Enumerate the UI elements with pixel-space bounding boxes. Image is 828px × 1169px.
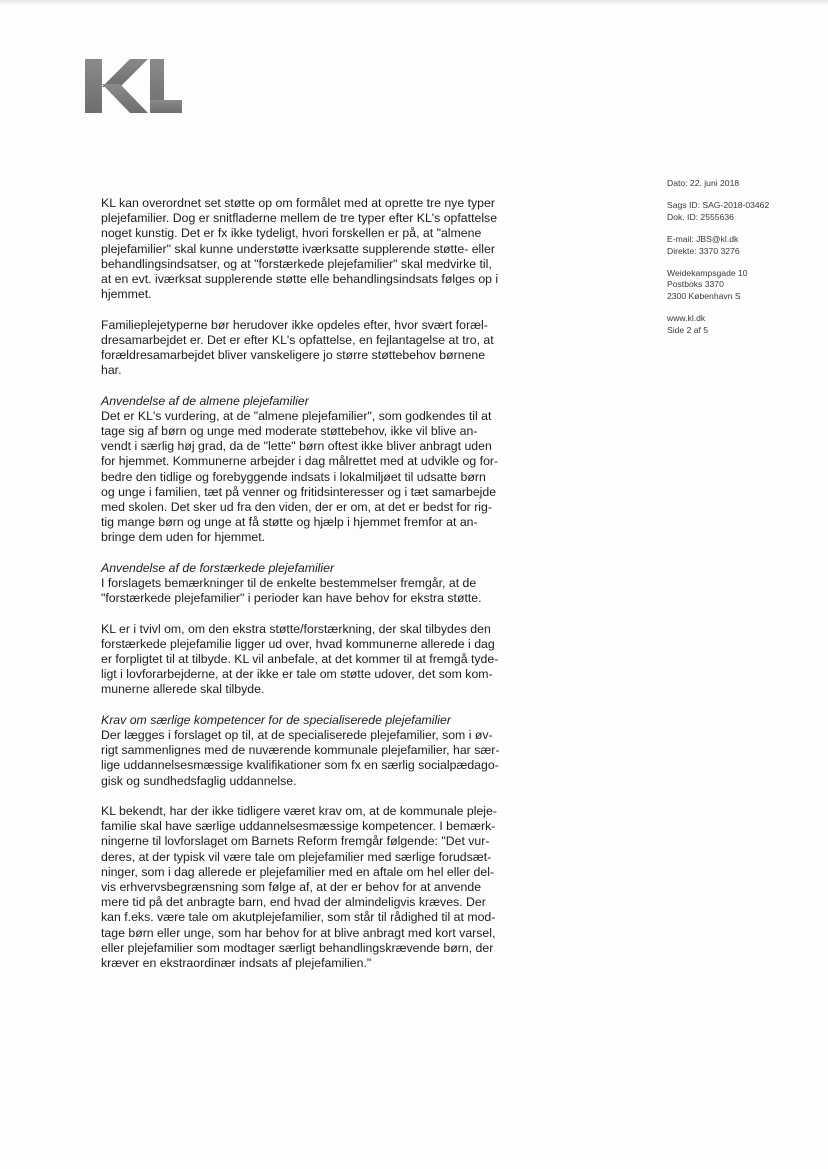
metadata-line: E-mail: JBS@kl.dk	[667, 234, 739, 245]
text-line: tig mange børn og unge at få støtte og hjælp i hjemmet fremfor at an-	[101, 515, 478, 530]
text-line: familie skal have særlige uddannelsesmæssige kompetencer. I bemærk-	[101, 819, 496, 834]
kl-logo	[84, 57, 184, 115]
scan-edge-shadow	[0, 0, 828, 6]
text-line: vendt i særlig høj grad, da de "lette" børn oftest ikke bliver anbragt uden	[101, 439, 492, 454]
text-line: rigt sammenlignes med de nuværende kommunale plejefamilier, har sær-	[101, 743, 500, 758]
text-line: ningerne til lovforslaget om Barnets Reform fremgår følgende: "Det vur-	[101, 834, 490, 849]
text-line: dresamarbejdet er. Det er efter KL's opfattelse, en fejlantagelse at tro, at	[101, 332, 494, 347]
text-line: lige uddannelsesmæssige kvalifikationer som fx en særlig socialpædago-	[101, 758, 499, 773]
text-line: ligt i lovforarbejderne, at der ikke er tale om støtte udover, det som kom-	[101, 667, 493, 682]
text-line: KL bekendt, har der ikke tidligere været krav om, at de kommunale pleje-	[101, 804, 497, 819]
metadata-line: Direkte: 3370 3276	[667, 245, 740, 256]
metadata-line: Dato: 22. juni 2018	[667, 178, 740, 188]
text-line: Der lægges i forslaget op til, at de specialiserede plejefamilier, som i øv-	[101, 728, 493, 743]
section	[101, 561, 571, 607]
letter-body	[101, 196, 571, 986]
text-line: gisk og sundhedsfaglig uddannelse.	[101, 773, 297, 788]
text-line: KL er i tvivl om, om den ekstra støtte/forstærkning, der skal tilbydes den	[101, 621, 491, 636]
metadata-line: www.kl.dk	[667, 313, 706, 324]
paragraph	[101, 622, 571, 698]
text-line: at en evt. iværksat supplerende støtte elle behandlingsindsats følges op i	[101, 272, 499, 287]
text-line: er forpligtet til at tilbyde. KL vil anbefale, at det kommer til at fremgå tyde-	[101, 652, 499, 667]
text-line: bedre den tidlige og forebyggende indsats i lokalmiljøet til udsatte børn	[101, 469, 486, 484]
metadata-block	[667, 268, 817, 302]
text-line: tage børn eller unge, som har behov for at blive anbragt med kort varsel,	[101, 925, 496, 940]
section-heading: Anvendelse af de almene plejefamilier	[101, 393, 309, 408]
text-line: kan f.eks. være tale om akutplejefamilier, som står til rådighed til at mod-	[101, 910, 496, 925]
text-line: eller plejefamilier som modtager særligt behandlingskrævende børn, der	[101, 940, 494, 955]
metadata-line: Side 2 af 5	[667, 324, 709, 335]
text-line: forstærkede plejefamilie ligger ud over, hvad kommunerne allerede i dag	[101, 636, 495, 651]
text-line: kræver en ekstraordinær indsats af plejefamilien."	[101, 956, 372, 971]
text-line: har.	[101, 363, 122, 378]
paragraph	[101, 804, 571, 971]
paragraph	[101, 196, 571, 302]
text-line: og unge i familien, tæt på venner og fritidsinteresser og i tæt samarbejde	[101, 484, 497, 499]
section	[101, 713, 571, 789]
text-line: mere tid på det anbragte barn, end hvad der almindeligvis kræves. Der	[101, 895, 486, 910]
text-line: for hjemmet. Kommunerne arbejder i dag målrettet med at udvikle og for-	[101, 454, 499, 469]
text-line: bringe dem uden for hjemmet.	[101, 530, 266, 545]
text-line: behandlingsindsatser, og at "forstærkede plejefamilier" skal medvirke til,	[101, 256, 492, 271]
paragraph	[101, 318, 571, 379]
text-line: ninger, som i dag allerede er plejefamilier med en aftale om hel eller del-	[101, 864, 495, 879]
metadata-line: Sags ID: SAG-2018-03462	[667, 200, 770, 211]
text-line: vis erhvervsbegrænsning som følge af, at der er behov for at anvende	[101, 880, 482, 895]
metadata-line: Dok. ID: 2555636	[667, 211, 734, 222]
text-line: Det er KL's vurdering, at de "almene plejefamilier", som godkendes til at	[101, 408, 492, 423]
text-line: Familieplejetyperne bør herudover ikke opdeles efter, hvor svært foræl-	[101, 317, 488, 332]
text-line: forældresamarbejdet bliver vanskeligere jo større støttebehov børnene	[101, 348, 486, 363]
text-line: munerne allerede skal tilbyde.	[101, 682, 265, 697]
metadata-block	[667, 313, 817, 336]
text-line: med skolen. Det sker ud fra den viden, der er om, at det er bedst for rig-	[101, 500, 492, 515]
metadata-block	[667, 178, 817, 189]
metadata-block	[667, 200, 817, 223]
text-line: "forstærkede plejefamilier" i perioder kan have behov for ekstra støtte.	[101, 591, 482, 606]
text-line: noget kunstig. Det er fx ikke tydeligt, hvori forskellen er på, at "almene	[101, 226, 482, 241]
text-line: hjemmet.	[101, 287, 152, 302]
text-line: I forslagets bemærkninger til de enkelte bestemmelser fremgår, at de	[101, 576, 477, 591]
text-line: plejefamilier. Dog er snitfladerne mellem de tre typer efter KL's opfattelse	[101, 211, 498, 226]
metadata-line: Postboks 3370	[667, 279, 724, 290]
text-line: KL kan overordnet set støtte op om formålet med at oprette tre nye typer	[101, 196, 495, 210]
document-metadata-sidebar	[667, 178, 817, 347]
metadata-block	[667, 234, 817, 257]
text-line: deres, at der typisk vil være tale om plejefamilier med særlige forudsæt-	[101, 849, 492, 864]
metadata-line: Weidekampsgade 10	[667, 268, 748, 279]
text-line: plejefamilier" skal kunne understøtte iværksatte supplerende støtte- eller	[101, 241, 495, 256]
section	[101, 394, 571, 546]
metadata-line: 2300 København S	[667, 290, 741, 301]
text-line: tage sig af børn og unge med moderate støttebehov, ikke vil blive an-	[101, 424, 478, 439]
section-heading: Krav om særlige kompetencer for de specialiserede plejefamilier	[101, 712, 451, 727]
section-heading: Anvendelse af de forstærkede plejefamilier	[101, 560, 335, 575]
